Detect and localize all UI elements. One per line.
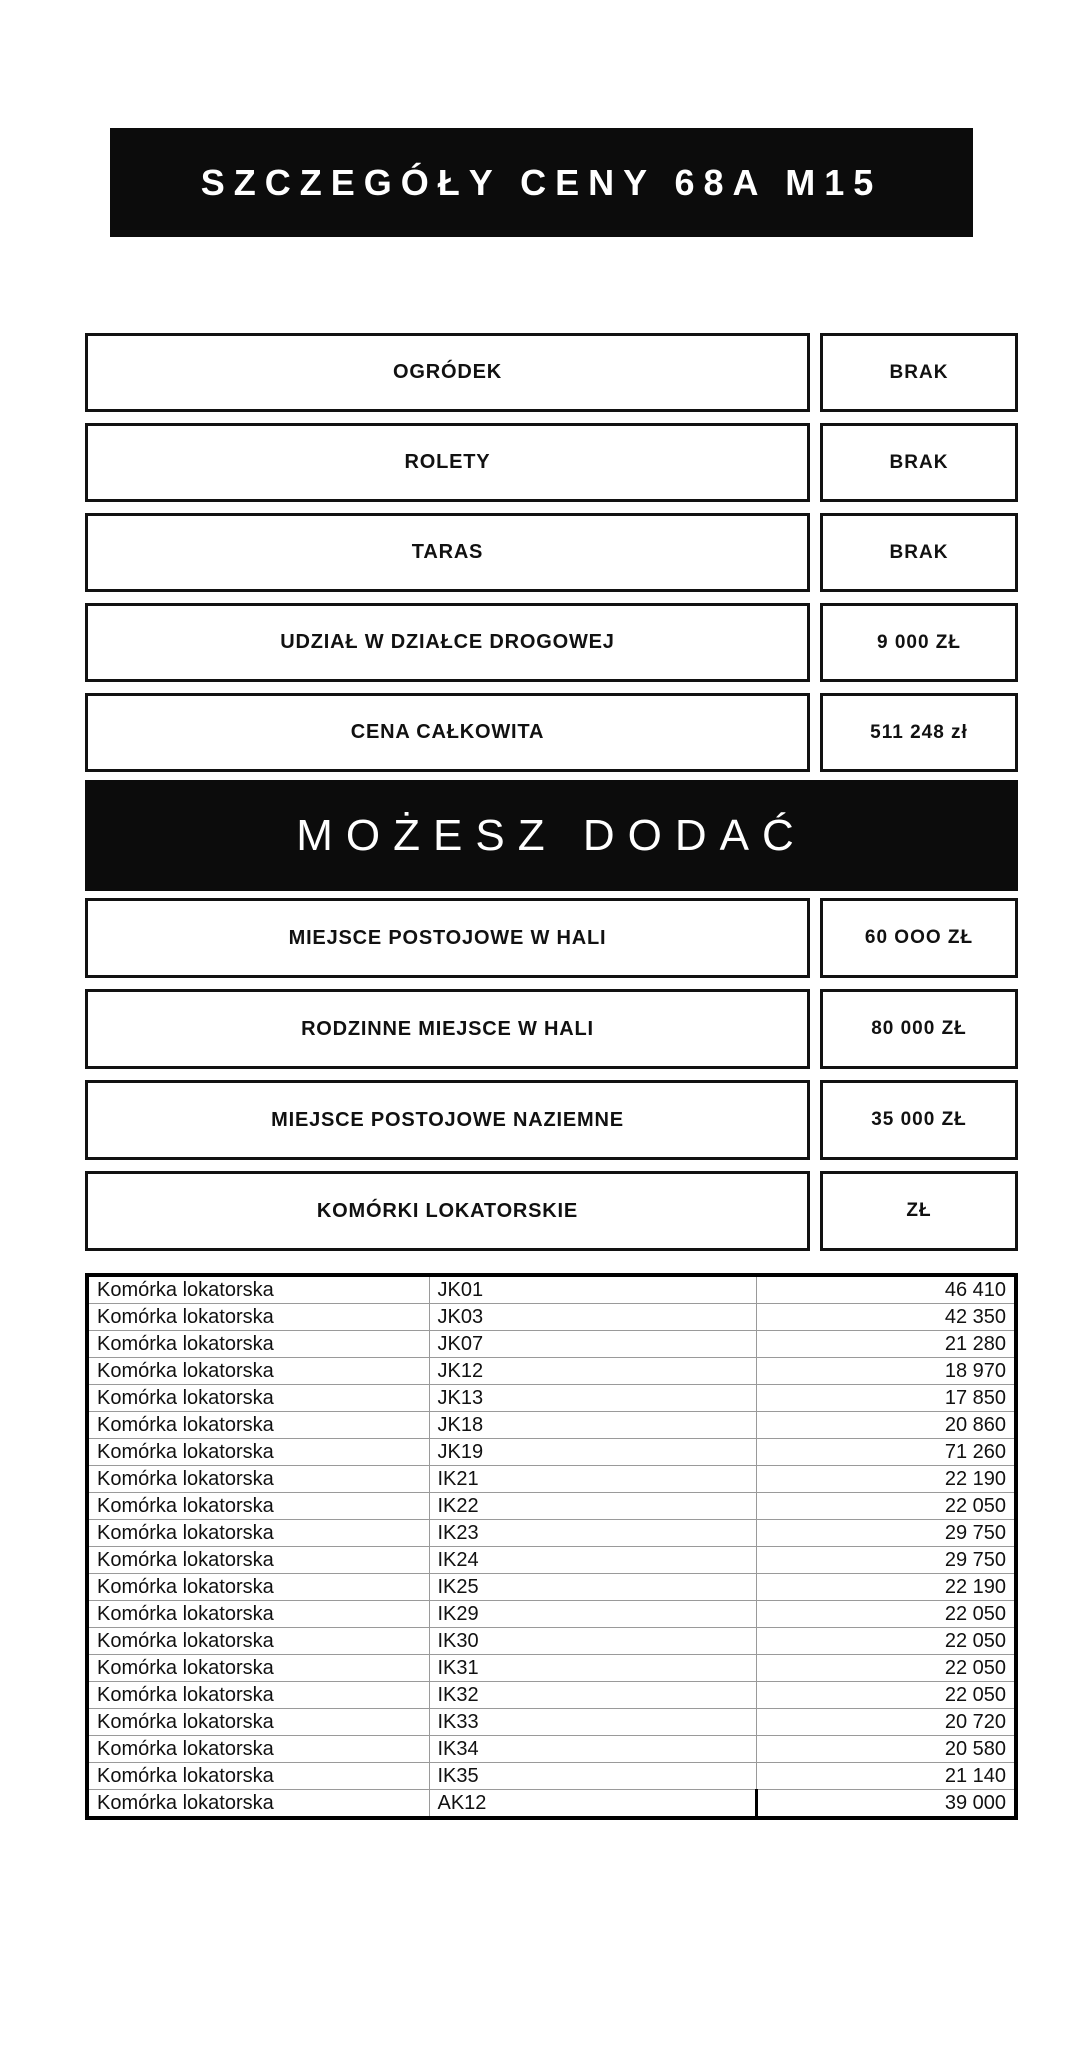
- storage-cell-code: IK34: [429, 1736, 756, 1763]
- addon-value: 80 000 ZŁ: [820, 989, 1018, 1069]
- storage-cell-code: JK01: [429, 1275, 756, 1304]
- storage-cell-price: 42 350: [756, 1304, 1016, 1331]
- addon-row: [85, 898, 1018, 978]
- price-value: 511 248 zł: [820, 693, 1018, 772]
- storage-cell-price: 39 000: [756, 1790, 1016, 1819]
- table-row: [87, 1763, 1016, 1790]
- table-row: [87, 1331, 1016, 1358]
- storage-cell-price: 22 050: [756, 1601, 1016, 1628]
- addon-value: ZŁ: [820, 1171, 1018, 1251]
- storage-cell-code: IK30: [429, 1628, 756, 1655]
- storage-cell-type: Komórka lokatorska: [87, 1520, 429, 1547]
- storage-cell-code: IK35: [429, 1763, 756, 1790]
- storage-cell-price: 46 410: [756, 1275, 1016, 1304]
- table-row: [87, 1574, 1016, 1601]
- page-title: SZCZEGÓŁY CENY 68A M15: [200, 161, 883, 203]
- table-row: [87, 1682, 1016, 1709]
- price-row: [85, 603, 1018, 682]
- addons-title: MOŻESZ DODAĆ: [296, 810, 807, 860]
- storage-cell-code: AK12: [429, 1790, 756, 1819]
- storage-cell-price: 22 050: [756, 1682, 1016, 1709]
- table-row: [87, 1412, 1016, 1439]
- table-row: [87, 1520, 1016, 1547]
- storage-cell-price: 20 720: [756, 1709, 1016, 1736]
- storage-cell-code: IK31: [429, 1655, 756, 1682]
- storage-cell-code: IK25: [429, 1574, 756, 1601]
- storage-cell-code: IK22: [429, 1493, 756, 1520]
- table-row: [87, 1466, 1016, 1493]
- storage-cell-price: 21 140: [756, 1763, 1016, 1790]
- storage-cell-type: Komórka lokatorska: [87, 1736, 429, 1763]
- storage-cell-price: 22 050: [756, 1493, 1016, 1520]
- table-row: [87, 1385, 1016, 1412]
- storage-cell-code: JK18: [429, 1412, 756, 1439]
- price-rows-section: [85, 333, 1018, 772]
- price-value: BRAK: [820, 333, 1018, 412]
- price-row: [85, 513, 1018, 592]
- storage-cell-type: Komórka lokatorska: [87, 1763, 429, 1790]
- price-label: ROLETY: [85, 423, 810, 502]
- price-label: TARAS: [85, 513, 810, 592]
- price-label: OGRÓDEK: [85, 333, 810, 412]
- storage-cell-price: 22 190: [756, 1574, 1016, 1601]
- storage-cell-code: JK12: [429, 1358, 756, 1385]
- storage-cell-price: 17 850: [756, 1385, 1016, 1412]
- storage-cell-code: IK32: [429, 1682, 756, 1709]
- storage-cell-code: IK29: [429, 1601, 756, 1628]
- storage-cell-code: IK21: [429, 1466, 756, 1493]
- storage-cell-price: 29 750: [756, 1547, 1016, 1574]
- storage-cell-price: 22 050: [756, 1628, 1016, 1655]
- storage-cell-price: 20 580: [756, 1736, 1016, 1763]
- storage-cell-code: IK33: [429, 1709, 756, 1736]
- table-row: [87, 1628, 1016, 1655]
- storage-cell-price: 22 050: [756, 1655, 1016, 1682]
- table-row: [87, 1439, 1016, 1466]
- storage-cell-type: Komórka lokatorska: [87, 1628, 429, 1655]
- storage-cell-type: Komórka lokatorska: [87, 1358, 429, 1385]
- storage-cell-type: Komórka lokatorska: [87, 1574, 429, 1601]
- table-row: [87, 1601, 1016, 1628]
- addon-row: [85, 1171, 1018, 1251]
- addon-rows-section: [85, 898, 1018, 1251]
- price-value: BRAK: [820, 423, 1018, 502]
- storage-cell-type: Komórka lokatorska: [87, 1493, 429, 1520]
- table-row: [87, 1655, 1016, 1682]
- addon-row: [85, 1080, 1018, 1160]
- storage-cell-price: 22 190: [756, 1466, 1016, 1493]
- storage-cell-type: Komórka lokatorska: [87, 1655, 429, 1682]
- storage-cell-price: 21 280: [756, 1331, 1016, 1358]
- table-row: [87, 1275, 1016, 1304]
- storage-cell-type: Komórka lokatorska: [87, 1790, 429, 1819]
- addon-value: 60 OOO ZŁ: [820, 898, 1018, 978]
- storage-cell-type: Komórka lokatorska: [87, 1385, 429, 1412]
- price-value: 9 000 ZŁ: [820, 603, 1018, 682]
- table-row: [87, 1547, 1016, 1574]
- storage-cell-code: JK07: [429, 1331, 756, 1358]
- storage-cell-type: Komórka lokatorska: [87, 1304, 429, 1331]
- storage-cell-type: Komórka lokatorska: [87, 1682, 429, 1709]
- price-label: CENA CAŁKOWITA: [85, 693, 810, 772]
- storage-cell-type: Komórka lokatorska: [87, 1412, 429, 1439]
- storage-cell-code: JK13: [429, 1385, 756, 1412]
- storage-cell-code: IK23: [429, 1520, 756, 1547]
- price-row: [85, 423, 1018, 502]
- storage-cell-type: Komórka lokatorska: [87, 1275, 429, 1304]
- storage-cell-price: 71 260: [756, 1439, 1016, 1466]
- addons-title-bar: [85, 780, 1018, 891]
- storage-cell-price: 29 750: [756, 1520, 1016, 1547]
- storage-cell-type: Komórka lokatorska: [87, 1709, 429, 1736]
- storage-cell-type: Komórka lokatorska: [87, 1439, 429, 1466]
- price-row: [85, 693, 1018, 772]
- storage-units-table: [85, 1273, 1018, 1820]
- table-row: [87, 1304, 1016, 1331]
- addon-label: KOMÓRKI LOKATORSKIE: [85, 1171, 810, 1251]
- table-row: [87, 1493, 1016, 1520]
- page-title-bar: [110, 128, 973, 237]
- storage-cell-price: 20 860: [756, 1412, 1016, 1439]
- storage-cell-type: Komórka lokatorska: [87, 1547, 429, 1574]
- addon-label: MIEJSCE POSTOJOWE NAZIEMNE: [85, 1080, 810, 1160]
- storage-cell-price: 18 970: [756, 1358, 1016, 1385]
- storage-cell-code: JK19: [429, 1439, 756, 1466]
- price-value: BRAK: [820, 513, 1018, 592]
- storage-cell-code: IK24: [429, 1547, 756, 1574]
- storage-cell-type: Komórka lokatorska: [87, 1466, 429, 1493]
- table-row: [87, 1709, 1016, 1736]
- addon-label: RODZINNE MIEJSCE W HALI: [85, 989, 810, 1069]
- table-row: [87, 1736, 1016, 1763]
- storage-cell-type: Komórka lokatorska: [87, 1601, 429, 1628]
- table-row: [87, 1790, 1016, 1819]
- addon-value: 35 000 ZŁ: [820, 1080, 1018, 1160]
- addon-label: MIEJSCE POSTOJOWE W HALI: [85, 898, 810, 978]
- price-row: [85, 333, 1018, 412]
- addon-row: [85, 989, 1018, 1069]
- table-row: [87, 1358, 1016, 1385]
- storage-cell-type: Komórka lokatorska: [87, 1331, 429, 1358]
- storage-cell-code: JK03: [429, 1304, 756, 1331]
- price-label: UDZIAŁ W DZIAŁCE DROGOWEJ: [85, 603, 810, 682]
